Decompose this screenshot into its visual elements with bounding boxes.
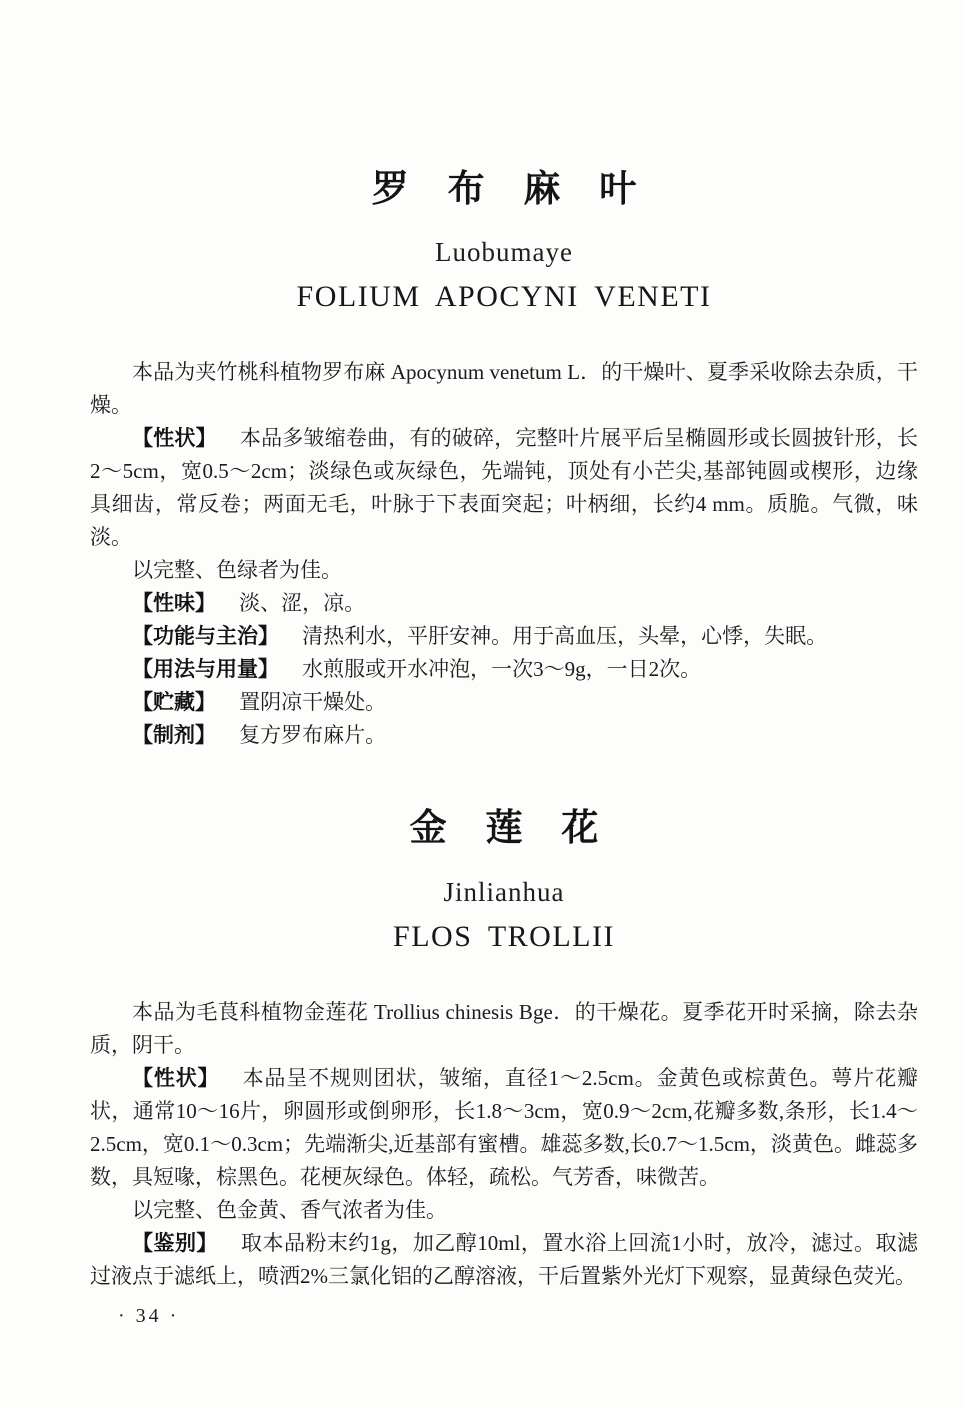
section-text: 复方罗布麻片。 xyxy=(239,723,387,748)
intro-paragraph: 本品为夹竹桃科植物罗布麻 Apocynum venetum L．的干燥叶、夏季采收除去杂质，干燥。 xyxy=(90,360,918,418)
section-label: 【贮藏】 xyxy=(132,690,216,715)
section-label: 【性味】 xyxy=(132,591,216,616)
section-label: 【性状】 xyxy=(132,1065,220,1090)
intro-paragraph: 本品为毛茛科植物金莲花 Trollius chinesis Bge．的干燥花。夏季花开时采摘，除去杂质，阴干。 xyxy=(90,999,918,1057)
section-gongneng-zhuzhi xyxy=(90,620,918,653)
section-text: 本品呈不规则团状，皱缩，直径1～2.5cm。金黄色或棕黄色。萼片花瓣状，通常10～16片，卵圆形或倒卵形，长1.8～3cm，宽0.9～2cm,花瓣多数,条形，长1.4～2.5cm，宽0.1～0.3cm；先端渐尖,近基部有蜜槽。雄蕊多数,长0.7～1.5cm，淡黄色。雌蕊多数，具短喙，棕黑色。花梗灰绿色。体轻，疏松。气芳香，味微苦。 xyxy=(90,1065,919,1189)
monograph-jinlianhua xyxy=(90,806,918,1292)
section-text: 本品多皱缩卷曲，有的破碎，完整叶片展平后呈椭圆形或长圆披针形，长2～5cm，宽0.5～2cm；淡绿色或灰绿色，先端钝，顶处有小芒尖,基部钝圆或楔形，边缘具细齿，常反卷；两面无毛，叶脉于下表面突起；叶柄细，长约4 mm。质脆。气微，味淡。 xyxy=(90,426,919,550)
section-text: 置阴凉干燥处。 xyxy=(239,690,387,715)
monograph-luobumaye xyxy=(90,0,918,752)
section-label: 【用法与用量】 xyxy=(132,657,279,682)
section-zhucang xyxy=(90,686,918,719)
section-text: 淡、涩，凉。 xyxy=(239,591,366,616)
section-xingzhuang xyxy=(90,422,918,554)
section-xingzhuang xyxy=(90,1062,918,1194)
monograph-pinyin: Jinlianhua xyxy=(443,876,565,907)
monograph-pinyin: Luobumaye xyxy=(435,237,573,268)
monograph-title-cn: 罗布麻叶 xyxy=(371,166,676,210)
section-label: 【功能与主治】 xyxy=(132,624,279,649)
grade-note: 以完整、色金黄、香气浓者为佳。 xyxy=(132,1197,447,1222)
section-label: 【鉴别】 xyxy=(132,1230,218,1255)
section-text: 清热利水，平肝安神。用于高血压，头晕，心悸，失眠。 xyxy=(302,624,828,649)
monograph-body xyxy=(90,356,918,752)
page-number: · 34 · xyxy=(118,1304,180,1327)
monograph-title-cn: 金莲花 xyxy=(409,806,638,850)
monograph-latin-name: FOLIUM APOCYNI VENETI xyxy=(296,280,712,314)
section-label: 【性状】 xyxy=(132,426,217,451)
monograph-body xyxy=(90,996,918,1293)
section-yongfa-yongliang xyxy=(90,653,918,686)
grade-note: 以完整、色绿者为佳。 xyxy=(132,558,342,583)
section-xingwei xyxy=(90,587,918,620)
section-text: 水煎服或开水冲泡，一次3～9g，一日2次。 xyxy=(302,657,702,682)
monograph-latin-name: FLOS TROLLII xyxy=(393,919,615,953)
section-text: 取本品粉末约1g，加乙醇10ml，置水浴上回流1小时，放冷，滤过。取滤过液点于滤纸上，喷洒2%三氯化铝的乙醇溶液，干后置紫外光灯下观察，显黄绿色荧光。 xyxy=(90,1230,919,1288)
section-label: 【制剂】 xyxy=(132,723,216,748)
section-zhiji xyxy=(90,719,918,752)
section-jianbie xyxy=(90,1227,918,1293)
